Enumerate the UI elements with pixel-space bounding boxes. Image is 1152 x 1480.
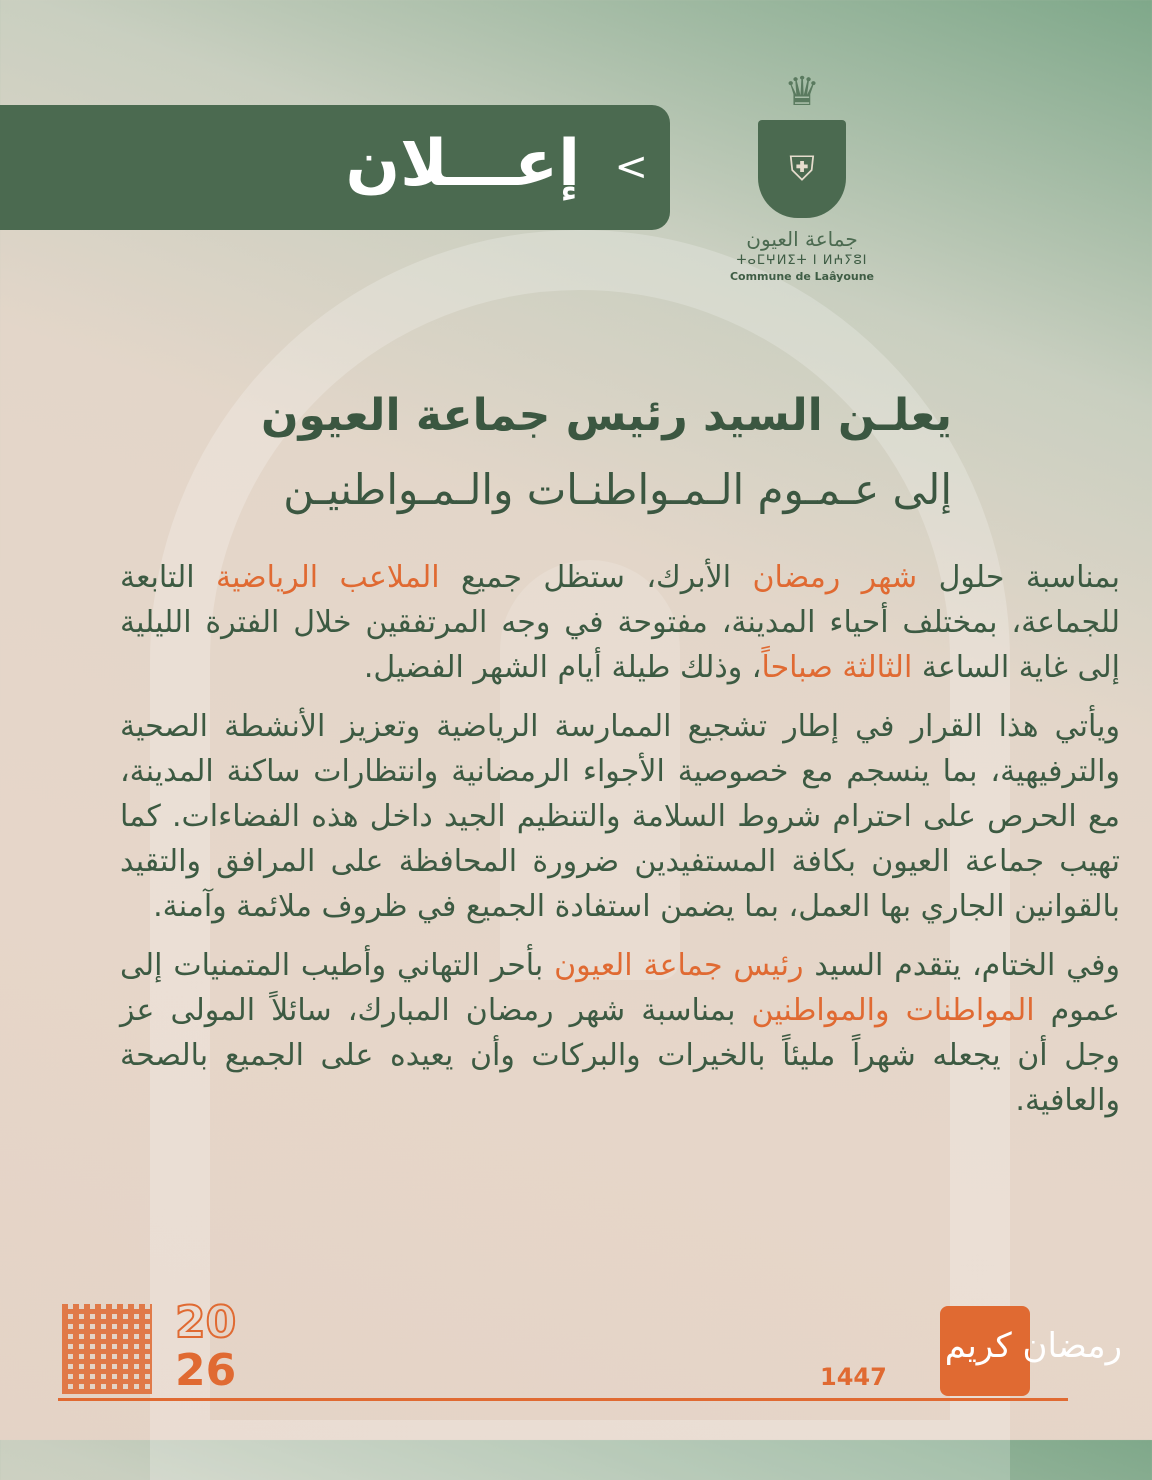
paragraph-text: التابعة للجماعة، بمختلف أحياء المدينة، مفتوحة في وجه المرتفقين خلال الفترة الليلية إلى غاية الساعة <box>120 560 1120 685</box>
footer-divider <box>58 1398 1068 1401</box>
year-top: 20 <box>175 1297 237 1348</box>
highlighted-text: رئيس جماعة العيون <box>554 948 804 983</box>
paragraph-2 <box>120 704 1120 929</box>
commune-logo <box>722 70 882 284</box>
paragraph-text: الأبرك، ستظل جميع <box>439 560 753 595</box>
banner-title: إعـــلان <box>345 127 580 201</box>
highlighted-text: المواطنات والمواطنين <box>751 993 1035 1028</box>
paragraph-text: بمناسبة حلول <box>917 560 1120 595</box>
paragraph-text: ويأتي هذا القرار في إطار تشجيع الممارسة الرياضية وتعزيز الأنشطة الصحية والترفيهية، بما ينسجم مع خصوصية الأجواء الرمضانية وانتظارات ساكنة المدينة، مع الحرص على احترام شروط السلامة والتنظيم الجيد داخل هذه الفضاءات. كما تهيب جماعة العيون بكافة المستفيدين ضرورة المحافظة على المرافق والتقيد بالقوانين الجاري بها العمل، بما يضمن استفادة الجميع في ظروف ملائمة وآمنة. <box>120 709 1120 924</box>
paragraph-1 <box>120 555 1120 690</box>
highlighted-text: الملاعب الرياضية <box>216 560 440 595</box>
logo-name-ar: جماعة العيون <box>746 227 858 251</box>
crown-icon: ♛ <box>784 69 820 115</box>
chevron-icon: < <box>614 144 648 190</box>
logo-name-tifinagh: ⵜⴰⵎⵖⵍⵉⵜ ⵏ ⵍⵄⵢⵓⵏ <box>736 253 868 268</box>
announcement-banner <box>0 105 670 230</box>
paragraph-text: بمناسبة شهر رمضان المبارك، سائلاً المولى عز وجل أن يجعله شهراً مليئاً بالخيرات والبركات وأن يعيده على الجميع بالصحة والعافية. <box>120 993 1120 1118</box>
coat-of-arms-icon: ⛨ <box>758 120 846 218</box>
paragraph-3 <box>120 943 1120 1123</box>
highlighted-text: شهر رمضان <box>752 560 918 595</box>
heading-line-1: يعلـن السيد رئيس جماعة العيون <box>260 390 952 441</box>
paragraph-text: ، وذلك طيلة أيام الشهر الفضيل. <box>363 650 762 685</box>
announcement-body <box>120 555 1120 1123</box>
hijri-year: 1447 <box>820 1363 887 1391</box>
heading-line-2: إلى عـمـوم الـمـواطنـات والـمـواطنيـن <box>283 465 952 514</box>
paragraph-text: بأحر التهاني وأطيب المتمنيات إلى عموم <box>120 948 1120 1028</box>
qr-code[interactable] <box>62 1304 152 1394</box>
ramadan-kareem-label: رمضان كريم <box>944 1326 1122 1366</box>
highlighted-text: الثالثة صباحاً <box>761 650 913 685</box>
year-bottom: 26 <box>175 1345 237 1396</box>
paragraph-text: وفي الختام، يتقدم السيد <box>803 948 1120 983</box>
logo-name-fr: Commune de Laâyoune <box>729 270 875 283</box>
